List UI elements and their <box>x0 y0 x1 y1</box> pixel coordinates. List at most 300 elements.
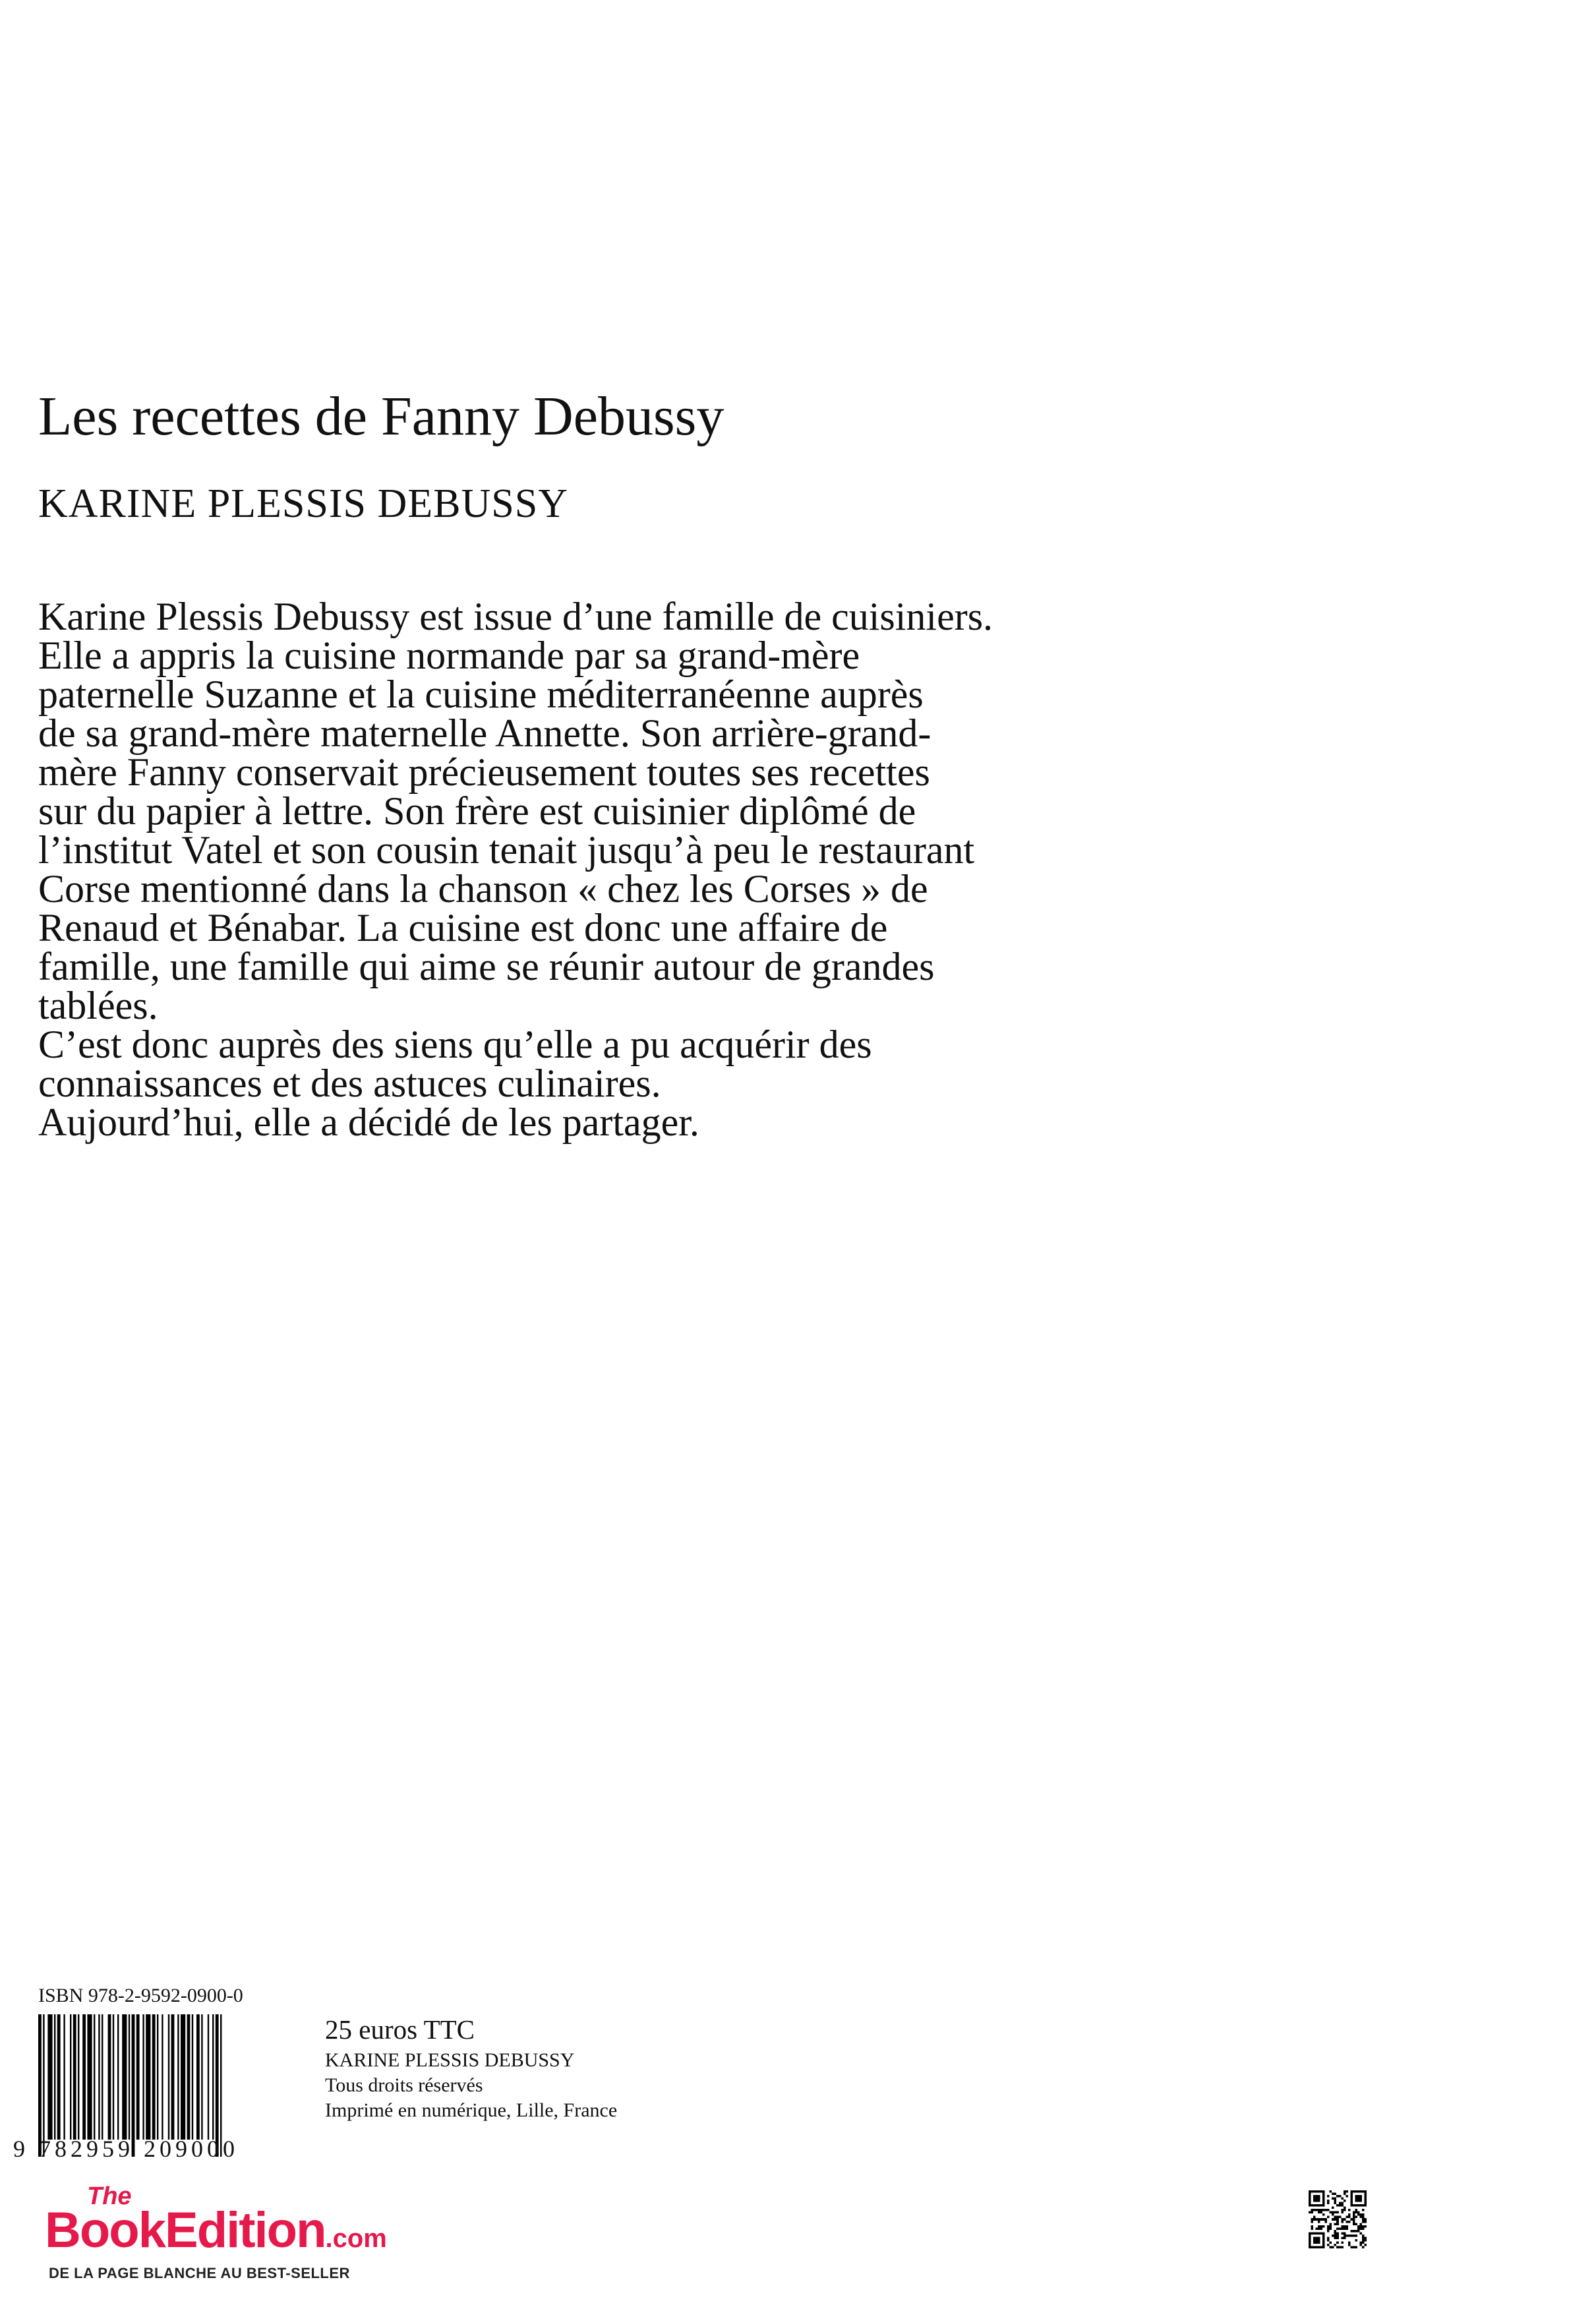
barcode-bar <box>208 2014 209 2140</box>
qr-module <box>1350 2195 1353 2198</box>
qr-module <box>1364 2225 1367 2228</box>
qr-module <box>1318 2204 1320 2207</box>
barcode-bar <box>181 2014 185 2140</box>
qr-module <box>1313 2209 1316 2211</box>
qr-module <box>1309 2246 1311 2248</box>
qr-module <box>1322 2198 1325 2200</box>
blurb-line: Elle a appris la cuisine normande par sa grand-mère <box>38 634 860 677</box>
qr-module <box>1353 2235 1355 2237</box>
qr-module <box>1322 2225 1325 2228</box>
barcode-bar <box>146 2014 150 2140</box>
isbn-text: ISBN 978-2-9592-0900-0 <box>38 1985 243 2006</box>
qr-module <box>1320 2227 1323 2230</box>
qr-module <box>1344 2209 1346 2211</box>
qr-module <box>1334 2200 1337 2202</box>
barcode-bar <box>171 2014 175 2140</box>
qr-module <box>1339 2202 1342 2205</box>
qr-module <box>1357 2190 1360 2193</box>
qr-module <box>1357 2230 1360 2233</box>
qr-module <box>1341 2218 1344 2221</box>
qr-module <box>1311 2221 1314 2223</box>
qr-module <box>1318 2190 1320 2193</box>
qr-module <box>1345 2225 1348 2228</box>
price: 25 euros TTC <box>325 2014 475 2045</box>
qr-module <box>1327 2230 1330 2233</box>
qr-module <box>1353 2223 1355 2225</box>
qr-module <box>1318 2239 1320 2242</box>
barcode-bar <box>47 2014 52 2140</box>
qr-module <box>1316 2204 1318 2207</box>
qr-module <box>1359 2227 1362 2230</box>
qr-module <box>1353 2204 1355 2207</box>
barcode-bar <box>177 2014 179 2140</box>
qr-module <box>1330 2246 1332 2248</box>
qr-module <box>1362 2221 1365 2223</box>
qr-module <box>1309 2200 1311 2202</box>
qr-module <box>1344 2237 1346 2239</box>
barcode-bar <box>168 2014 169 2140</box>
imprint-author: KARINE PLESSIS DEBUSSY <box>325 2049 575 2071</box>
qr-module <box>1330 2223 1332 2225</box>
qr-module <box>1311 2204 1314 2207</box>
qr-module <box>1355 2198 1357 2200</box>
qr-module <box>1359 2204 1362 2207</box>
qr-module <box>1318 2246 1320 2248</box>
qr-module <box>1322 2241 1325 2244</box>
qr-module <box>1334 2211 1337 2214</box>
qr-module <box>1318 2221 1320 2223</box>
qr-module <box>1316 2209 1318 2211</box>
qr-module <box>1322 2235 1325 2237</box>
qr-module <box>1344 2232 1346 2235</box>
qr-module <box>1318 2218 1320 2221</box>
qr-module <box>1364 2193 1367 2196</box>
qr-module <box>1334 2216 1337 2219</box>
qr-module <box>1325 2218 1328 2221</box>
qr-module <box>1350 2190 1353 2193</box>
qr-module <box>1318 2195 1320 2198</box>
qr-module <box>1341 2204 1344 2207</box>
qr-module <box>1332 2207 1334 2209</box>
barcode-bar <box>102 2014 103 2140</box>
qr-module <box>1334 2232 1337 2235</box>
qr-module <box>1309 2235 1311 2237</box>
qr-module <box>1336 2235 1339 2237</box>
qr-module <box>1320 2209 1323 2211</box>
qr-module <box>1341 2198 1344 2200</box>
qr-module <box>1353 2216 1355 2219</box>
qr-module <box>1336 2204 1339 2207</box>
qr-module <box>1341 2237 1344 2239</box>
barcode-bar <box>196 2014 200 2140</box>
qr-module <box>1336 2227 1339 2230</box>
blurb-line: mère Fanny conservait précieusement toutes ses recettes <box>38 750 930 794</box>
qr-code-icon <box>1309 2190 1367 2248</box>
qr-module <box>1350 2246 1353 2248</box>
qr-module <box>1320 2225 1323 2228</box>
qr-module <box>1311 2211 1314 2214</box>
qr-module <box>1362 2218 1365 2221</box>
barcode-bar <box>82 2014 86 2140</box>
qr-module <box>1350 2218 1353 2221</box>
barcode-bar <box>142 2014 144 2140</box>
qr-module <box>1320 2218 1323 2221</box>
qr-module <box>1327 2225 1330 2228</box>
qr-module <box>1330 2211 1332 2214</box>
qr-module <box>1322 2200 1325 2202</box>
qr-module <box>1359 2213 1362 2216</box>
qr-module <box>1330 2190 1332 2193</box>
qr-module <box>1353 2218 1355 2221</box>
qr-module <box>1320 2232 1323 2235</box>
qr-module <box>1309 2198 1311 2200</box>
qr-module <box>1316 2239 1318 2242</box>
blurb <box>38 597 1278 1142</box>
qr-module <box>1313 2198 1316 2200</box>
qr-module <box>1309 2204 1311 2207</box>
qr-module <box>1341 2246 1344 2248</box>
barcode-bar <box>152 2014 156 2140</box>
qr-module <box>1327 2200 1330 2202</box>
qr-module <box>1309 2190 1311 2193</box>
barcode-bar <box>108 2014 111 2140</box>
qr-module <box>1353 2211 1355 2214</box>
blurb-line: famille, une famille qui aime se réunir autour de grandes <box>38 945 935 988</box>
blurb-line: Karine Plessis Debussy est issue d’une famille de cuisiniers. <box>38 595 993 638</box>
qr-module <box>1350 2200 1353 2202</box>
qr-module <box>1318 2225 1320 2228</box>
qr-module <box>1313 2195 1316 2198</box>
qr-module <box>1362 2239 1365 2242</box>
barcode-bar <box>57 2014 61 2140</box>
qr-module <box>1353 2230 1355 2233</box>
blurb-line: tablées. <box>38 984 158 1027</box>
book-title: Les recettes de Fanny Debussy <box>38 386 724 447</box>
qr-module <box>1348 2216 1351 2219</box>
qr-module <box>1336 2218 1339 2221</box>
qr-module <box>1359 2195 1362 2198</box>
logo-the-text: The <box>87 2182 132 2210</box>
qr-module <box>1341 2202 1344 2205</box>
qr-module <box>1334 2202 1337 2205</box>
qr-module <box>1355 2200 1357 2202</box>
qr-module <box>1330 2227 1332 2230</box>
qr-module <box>1336 2241 1339 2244</box>
barcode-bar <box>162 2014 163 2140</box>
qr-module <box>1309 2239 1311 2242</box>
qr-module <box>1322 2213 1325 2216</box>
barcode-bar <box>98 2014 100 2140</box>
qr-module <box>1311 2218 1314 2221</box>
qr-module <box>1345 2190 1348 2193</box>
qr-module <box>1359 2244 1362 2246</box>
qr-module <box>1362 2190 1365 2193</box>
qr-module <box>1341 2209 1344 2211</box>
qr-module <box>1318 2200 1320 2202</box>
qr-module <box>1362 2213 1365 2216</box>
qr-module <box>1318 2211 1320 2214</box>
qr-module <box>1322 2239 1325 2242</box>
qr-module <box>1334 2198 1337 2200</box>
qr-module <box>1327 2209 1330 2211</box>
qr-module <box>1325 2221 1328 2223</box>
qr-module <box>1364 2239 1367 2242</box>
qr-module <box>1318 2232 1320 2235</box>
qr-module <box>1344 2190 1346 2193</box>
barcode-bar <box>113 2014 114 2140</box>
qr-module <box>1313 2241 1316 2244</box>
qr-module <box>1336 2232 1339 2235</box>
qr-module <box>1362 2246 1365 2248</box>
qr-module <box>1344 2227 1346 2230</box>
qr-module <box>1355 2195 1357 2198</box>
qr-module <box>1348 2213 1351 2216</box>
qr-module <box>1355 2190 1357 2193</box>
qr-module <box>1322 2232 1325 2235</box>
blurb-line: de sa grand-mère maternelle Annette. Son arrière-grand- <box>38 711 931 755</box>
qr-module <box>1339 2204 1342 2207</box>
qr-module <box>1327 2227 1330 2230</box>
qr-module <box>1309 2241 1311 2244</box>
qr-module <box>1309 2244 1311 2246</box>
qr-module <box>1345 2235 1348 2237</box>
blurb-line: paternelle Suzanne et la cuisine méditerranéenne auprès <box>38 673 924 716</box>
qr-module <box>1334 2193 1337 2196</box>
logo-wordmark <box>45 2202 387 2258</box>
barcode-bar <box>63 2014 65 2140</box>
qr-module <box>1332 2213 1334 2216</box>
logo-domain: .com <box>325 2224 387 2253</box>
qr-module <box>1344 2218 1346 2221</box>
qr-module <box>1336 2221 1339 2223</box>
qr-module <box>1309 2195 1311 2198</box>
qr-module <box>1355 2204 1357 2207</box>
qr-module <box>1355 2239 1357 2242</box>
qr-module <box>1320 2190 1323 2193</box>
qr-module <box>1334 2244 1337 2246</box>
qr-module <box>1339 2195 1342 2198</box>
qr-module <box>1353 2246 1355 2248</box>
qr-module <box>1313 2190 1316 2193</box>
qr-module <box>1330 2241 1332 2244</box>
barcode-bar <box>136 2014 140 2140</box>
qr-module <box>1330 2225 1332 2228</box>
barcode-bar <box>122 2014 127 2140</box>
qr-module <box>1364 2218 1367 2221</box>
qr-module <box>1322 2218 1325 2221</box>
qr-module <box>1359 2216 1362 2219</box>
qr-module <box>1313 2246 1316 2248</box>
barcode-bar <box>54 2014 55 2140</box>
qr-module <box>1355 2216 1357 2219</box>
qr-module <box>1339 2216 1342 2219</box>
qr-module <box>1322 2237 1325 2239</box>
qr-module <box>1322 2204 1325 2207</box>
qr-module <box>1311 2190 1314 2193</box>
qr-module <box>1339 2246 1342 2248</box>
qr-module <box>1316 2237 1318 2239</box>
blurb-line: connaissances et des astuces culinaires. <box>38 1062 661 1105</box>
qr-module <box>1364 2195 1367 2198</box>
barcode-bar <box>87 2014 92 2140</box>
qr-module <box>1355 2223 1357 2225</box>
blurb-line: sur du papier à lettre. Son frère est cuisinier diplômé de <box>38 789 916 833</box>
qr-module <box>1325 2209 1328 2211</box>
qr-module <box>1313 2204 1316 2207</box>
barcode-bar <box>94 2014 95 2140</box>
qr-module <box>1322 2202 1325 2205</box>
qr-module <box>1313 2200 1316 2202</box>
qr-module <box>1322 2195 1325 2198</box>
qr-module <box>1362 2237 1365 2239</box>
qr-module <box>1327 2244 1330 2246</box>
qr-module <box>1336 2246 1339 2248</box>
qr-module <box>1362 2204 1365 2207</box>
qr-module <box>1336 2195 1339 2198</box>
qr-module <box>1334 2230 1337 2233</box>
qr-module <box>1327 2216 1330 2219</box>
logo-tagline: DE LA PAGE BLANCHE AU BEST-SELLER <box>49 2265 350 2281</box>
qr-module <box>1318 2198 1320 2200</box>
qr-module <box>1357 2198 1360 2200</box>
blurb-line: Corse mentionné dans la chanson « chez les Corses » de <box>38 867 928 911</box>
qr-module <box>1316 2232 1318 2235</box>
qr-module <box>1311 2232 1314 2235</box>
qr-module <box>1350 2204 1353 2207</box>
qr-module <box>1357 2227 1360 2230</box>
qr-module <box>1309 2232 1311 2235</box>
qr-module <box>1316 2190 1318 2193</box>
qr-module <box>1357 2200 1360 2202</box>
qr-module <box>1345 2221 1348 2223</box>
qr-module <box>1341 2221 1344 2223</box>
qr-module <box>1362 2216 1365 2219</box>
barcode-bar <box>187 2014 191 2140</box>
qr-module <box>1316 2218 1318 2221</box>
qr-module <box>1327 2239 1330 2242</box>
qr-module <box>1353 2190 1355 2193</box>
qr-module <box>1364 2202 1367 2205</box>
qr-module <box>1362 2227 1365 2230</box>
qr-module <box>1322 2246 1325 2248</box>
barcode-bar <box>192 2014 193 2140</box>
qr-module <box>1345 2216 1348 2219</box>
qr-module <box>1311 2209 1314 2211</box>
qr-module <box>1334 2223 1337 2225</box>
qr-module <box>1364 2237 1367 2239</box>
qr-module <box>1344 2207 1346 2209</box>
qr-module <box>1344 2235 1346 2237</box>
qr-module <box>1348 2209 1351 2211</box>
qr-module <box>1332 2211 1334 2214</box>
qr-module <box>1316 2246 1318 2248</box>
barcode-bar <box>129 2014 130 2140</box>
qr-module <box>1364 2244 1367 2246</box>
qr-module <box>1311 2227 1314 2230</box>
barcode-digits: 9 782959 209000 <box>13 2136 239 2162</box>
qr-module <box>1357 2195 1360 2198</box>
qr-module <box>1344 2193 1346 2196</box>
qr-module <box>1311 2246 1314 2248</box>
qr-module <box>1309 2202 1311 2205</box>
qr-module <box>1364 2221 1367 2223</box>
qr-module <box>1327 2237 1330 2239</box>
qr-module <box>1348 2221 1351 2223</box>
qr-module <box>1357 2204 1360 2207</box>
qr-module <box>1327 2202 1330 2205</box>
qr-module <box>1359 2198 1362 2200</box>
qr-module <box>1313 2239 1316 2242</box>
qr-module <box>1309 2211 1311 2214</box>
qr-module <box>1320 2246 1323 2248</box>
qr-module <box>1359 2200 1362 2202</box>
qr-module <box>1362 2235 1365 2237</box>
qr-module <box>1364 2190 1367 2193</box>
barcode-bar <box>157 2014 158 2140</box>
qr-module <box>1313 2232 1316 2235</box>
qr-module <box>1364 2198 1367 2200</box>
qr-module <box>1348 2244 1351 2246</box>
qr-module <box>1355 2209 1357 2211</box>
qr-module <box>1364 2204 1367 2207</box>
qr-module <box>1320 2204 1323 2207</box>
qr-module <box>1316 2227 1318 2230</box>
qr-module <box>1322 2190 1325 2193</box>
qr-module <box>1341 2225 1344 2228</box>
barcode-bar <box>117 2014 119 2140</box>
barcode-bar <box>70 2014 71 2140</box>
qr-module <box>1350 2235 1353 2237</box>
barcode-bar <box>73 2014 76 2140</box>
qr-module <box>1348 2241 1351 2244</box>
qr-module <box>1322 2209 1325 2211</box>
qr-module <box>1316 2198 1318 2200</box>
qr-module <box>1345 2195 1348 2198</box>
qr-module <box>1364 2200 1367 2202</box>
qr-module <box>1332 2193 1334 2196</box>
qr-module <box>1355 2230 1357 2233</box>
qr-module <box>1357 2225 1360 2228</box>
qr-module <box>1355 2246 1357 2248</box>
qr-module <box>1344 2200 1346 2202</box>
publisher-logo <box>45 2184 440 2283</box>
qr-module <box>1309 2237 1311 2239</box>
qr-module <box>1359 2241 1362 2244</box>
qr-module <box>1353 2213 1355 2216</box>
qr-module <box>1359 2232 1362 2235</box>
qr-module <box>1341 2211 1344 2214</box>
qr-module <box>1332 2218 1334 2221</box>
barcode-bar <box>78 2014 79 2140</box>
qr-module <box>1362 2241 1365 2244</box>
qr-module <box>1318 2241 1320 2244</box>
qr-module <box>1336 2237 1339 2239</box>
qr-module <box>1350 2198 1353 2200</box>
blurb-line: C’est donc auprès des siens qu’elle a pu acquérir des <box>38 1023 872 1066</box>
qr-module <box>1341 2241 1344 2244</box>
qr-module <box>1344 2225 1346 2228</box>
qr-module <box>1334 2218 1337 2221</box>
qr-module <box>1322 2193 1325 2196</box>
qr-module <box>1334 2237 1337 2239</box>
qr-module <box>1313 2218 1316 2221</box>
qr-module <box>1332 2246 1334 2248</box>
author-name: KARINE PLESSIS DEBUSSY <box>38 481 569 526</box>
qr-module <box>1359 2223 1362 2225</box>
qr-module <box>1362 2225 1365 2228</box>
qr-module <box>1318 2209 1320 2211</box>
qr-module <box>1345 2227 1348 2230</box>
